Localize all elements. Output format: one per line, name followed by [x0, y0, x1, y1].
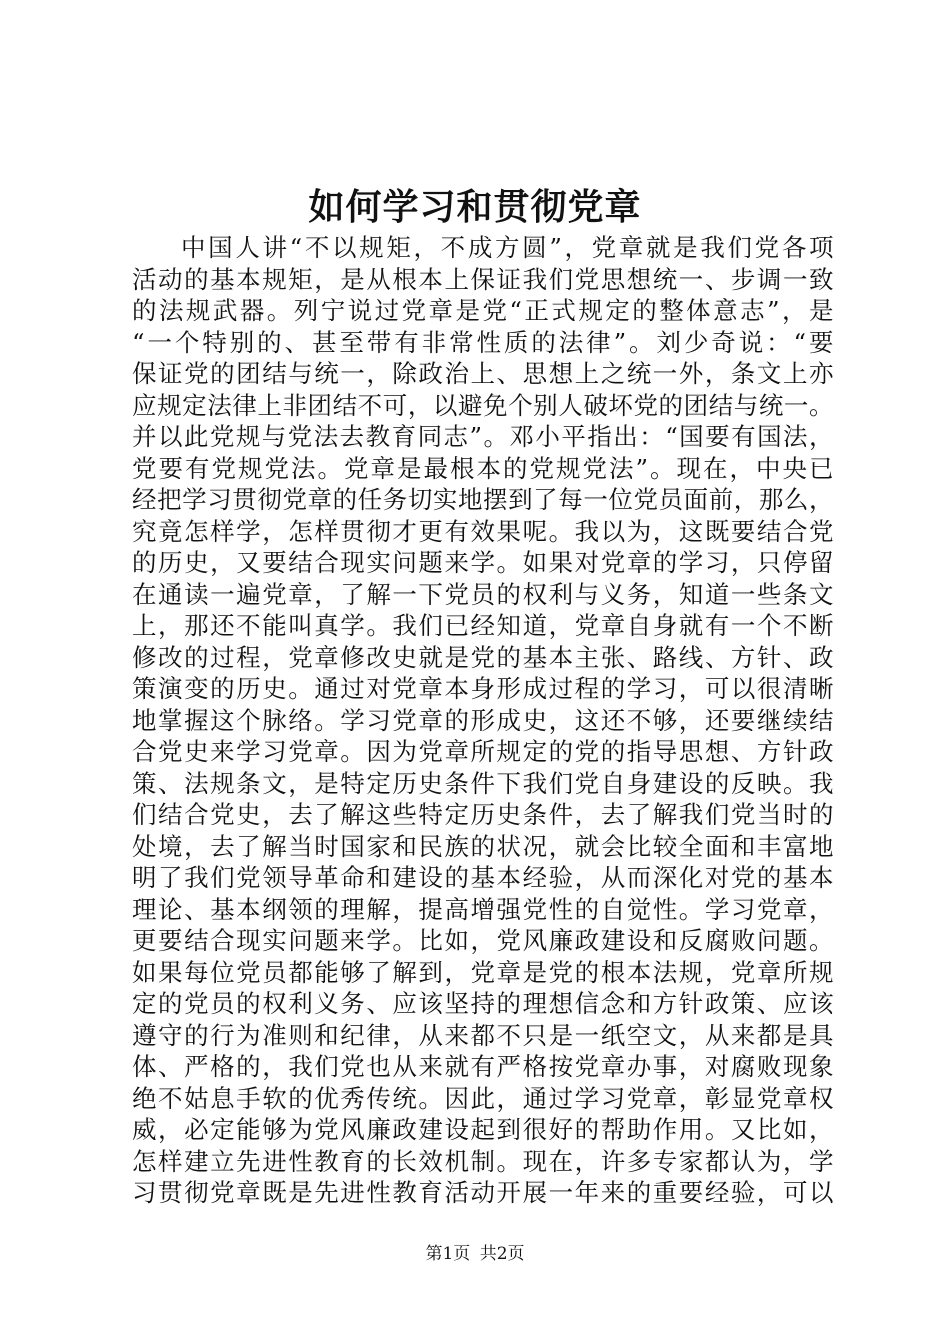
- paragraph-line: 习贯彻党章既是先进性教育活动开展一年来的重要经验，可以: [132, 1178, 834, 1207]
- paragraph-line: 究竟怎样学，怎样贯彻才更有效果呢。我以为，这既要结合党: [132, 516, 834, 546]
- paragraph-line: 的法规武器。列宁说过党章是党“正式规定的整体意志”，是: [132, 296, 834, 325]
- paragraph-line: 遵守的行为准则和纪律，从来都不只是一纸空文，从来都是具: [132, 1020, 834, 1050]
- paragraph-line: 活动的基本规矩，是从根本上保证我们党思想统一、步调一致: [132, 264, 834, 294]
- paragraph-line: 威，必定能够为党风廉政建设起到很好的帮助作用。又比如，: [132, 1115, 834, 1144]
- paragraph-line: 更要结合现实问题来学。比如，党风廉政建设和反腐败问题。: [132, 926, 834, 955]
- paragraph-line: 合党史来学习党章。因为党章所规定的党的指导思想、方针政: [132, 737, 834, 766]
- paragraph-line: 如果每位党员都能够了解到，党章是党的根本法规，党章所规: [132, 957, 834, 987]
- paragraph-line: 并以此党规与党法去教育同志”。邓小平指出：“国要有国法，: [132, 422, 834, 451]
- paragraph-line: 上，那还不能叫真学。我们已经知道，党章自身就有一个不断: [132, 611, 834, 640]
- document-body: [132, 232, 834, 1209]
- paragraph-line: 应规定法律上非团结不可，以避免个别人破坏党的团结与统一。: [132, 390, 834, 420]
- paragraph-line: 绝不姑息手软的优秀传统。因此，通过学习党章，彰显党章权: [132, 1083, 834, 1113]
- paragraph-line: 修改的过程，党章修改史就是党的基本主张、路线、方针、政: [132, 642, 834, 672]
- paragraph-line: 定的党员的权利义务、应该坚持的理想信念和方针政策、应该: [132, 989, 834, 1018]
- paragraph-line: 保证党的团结与统一，除政治上、思想上之统一外，条文上亦: [132, 359, 834, 388]
- paragraph-line: 中国人讲“不以规矩，不成方圆”，党章就是我们党各项: [181, 233, 834, 262]
- paragraph-line: 地掌握这个脉络。学习党章的形成史，这还不够，还要继续结: [132, 705, 834, 735]
- paragraph-line: 理论、基本纲领的理解，提高增强党性的自觉性。学习党章，: [132, 894, 834, 924]
- paragraph-line: 体、严格的，我们党也从来就有严格按党章办事，对腐败现象: [132, 1052, 834, 1081]
- paragraph-line: “一个特别的、甚至带有非常性质的法律”。刘少奇说：“要: [132, 327, 834, 357]
- paragraph-line: 经把学习贯彻党章的任务切实地摆到了每一位党员面前，那么，: [132, 485, 834, 514]
- paragraph-line: 处境，去了解当时国家和民族的状况，就会比较全面和丰富地: [132, 831, 834, 861]
- paragraph-line: 怎样建立先进性教育的长效机制。现在，许多专家都认为，学: [132, 1146, 834, 1176]
- paragraph-line: 党要有党规党法。党章是最根本的党规党法”。现在，中央已: [132, 453, 834, 483]
- paragraph-line: 策、法规条文，是特定历史条件下我们党自身建设的反映。我: [132, 768, 834, 798]
- page-number: 第1页: [425, 1244, 471, 1264]
- paragraph-line: 的历史，又要结合现实问题来学。如果对党章的学习，只停留: [132, 548, 834, 577]
- paragraph-line: 策演变的历史。通过对党章本身形成过程的学习，可以很清晰: [132, 674, 834, 703]
- page-total: 共2页: [479, 1244, 525, 1264]
- paragraph-line: 明了我们党领导革命和建设的基本经验，从而深化对党的基本: [132, 863, 834, 892]
- document-title: 如何学习和贯彻党章: [308, 186, 642, 228]
- paragraph-line: 在通读一遍党章，了解一下党员的权利与义务，知道一些条文: [132, 579, 834, 609]
- page-footer: [0, 1243, 950, 1265]
- paragraph-line: 们结合党史，去了解这些特定历史条件，去了解我们党当时的: [132, 800, 834, 829]
